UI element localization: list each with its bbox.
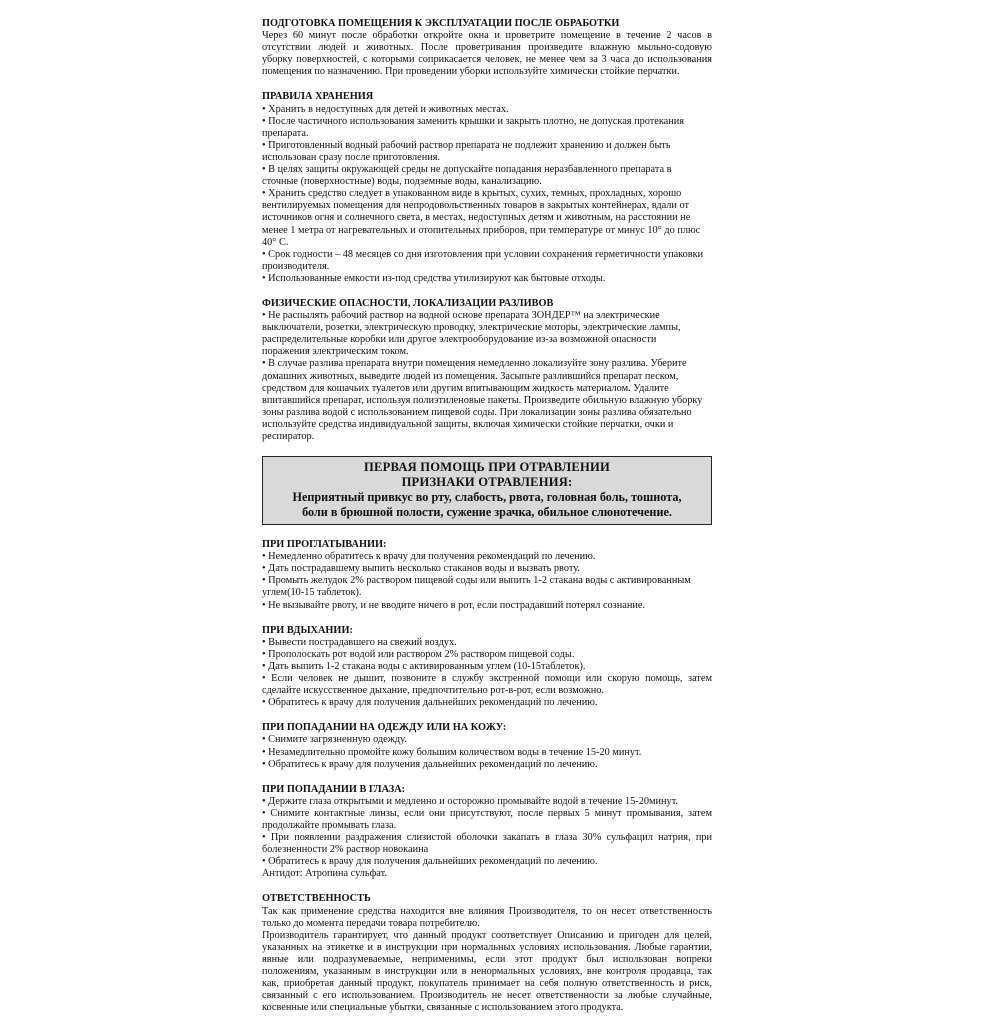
paragraph-line: указанных на этикетке и в инструкции при нормальных условиях использования. Любые гарантии, bbox=[262, 941, 712, 953]
list-line: • Немедленно обратитесь к врачу для получения рекомендаций по лечению. bbox=[262, 551, 596, 563]
list-line: продолжайте промывать глаза. bbox=[262, 819, 397, 831]
list-line: • После частичного использования заменить крышки и закрыть плотно, не допуская протекания bbox=[262, 115, 684, 127]
list-line: • Использованные емкости из-под средства утилизируют как бытовые отходы. bbox=[262, 272, 606, 284]
paragraph-line: косвенные или специальные убытки, связанные с использованием этого продукта. bbox=[262, 1002, 624, 1014]
notice-title: ПЕРВАЯ ПОМОЩЬ ПРИ ОТРАВЛЕНИИ bbox=[364, 460, 610, 475]
list-line: менее 1 метра от нагревательных и отопительных приборов, при температуре от минус 10° до плюс bbox=[262, 224, 701, 236]
list-line: • Если человек не дышит, позвоните в службу экстренной помощи или скорую помощь, затем bbox=[262, 673, 712, 685]
list-line: • Не распылять рабочий раствор на водной основе препарата ЗОНДЕР™ на электрические bbox=[262, 310, 660, 322]
list-line: респиратор. bbox=[262, 431, 315, 442]
section-room-preparation bbox=[262, 18, 712, 78]
list-line: • Хранить средство следует в упакованном виде в крытых, сухих, темных, прохладных, хорошо bbox=[262, 188, 682, 200]
list-line: • Держите глаза открытыми и медленно и осторожно промывайте водой в течение 15-20минут. bbox=[262, 795, 679, 807]
list-line: • Снимите загрязненную одежду. bbox=[262, 734, 407, 746]
section-heading: ОТВЕТСТВЕННОСТЬ bbox=[262, 893, 371, 905]
section-skin-contact bbox=[262, 722, 712, 770]
section-heading: ПРИ ПОПАДАНИИ В ГЛАЗА: bbox=[262, 783, 406, 795]
list-line: средством для кошачьих туалетов или другим впитывающим жидкость материалом. Удалите bbox=[262, 382, 669, 394]
section-heading: ПРИ ВДЫХАНИИ: bbox=[262, 624, 353, 636]
list-line: • Промыть желудок 2% раствором пищевой соды или выпить 1-2 стакана воды с активированным bbox=[262, 575, 691, 587]
notice-subtitle: ПРИЗНАКИ ОТРАВЛЕНИЯ: bbox=[401, 475, 573, 490]
paragraph-line: только до момента передачи товара потребителю. bbox=[262, 917, 480, 929]
list-line: • Обратитесь к врачу для получения дальнейших рекомендаций по лечению. bbox=[262, 856, 598, 868]
list-line: сточные (поверхностные) воды, подземные воды, канализацию. bbox=[262, 176, 542, 188]
list-line: • Вывести пострадавшего на свежий воздух. bbox=[262, 636, 457, 648]
paragraph-line: связанный с его использованием. Производитель не несет ответственности за любые случайные, bbox=[262, 990, 712, 1002]
section-eye-contact bbox=[262, 784, 712, 881]
list-line: поражения электрическим током. bbox=[262, 346, 409, 358]
list-line: зоны разлива водой с использованием пищевой соды. При локализации зоны разлива обязательно bbox=[262, 406, 692, 418]
list-line: • Срок годности – 48 месяцев со дня изготовления при условии сохранения герметичности упаковки bbox=[262, 248, 704, 260]
list-line: • Хранить в недоступных для детей и животных местах. bbox=[262, 103, 509, 115]
instruction-sheet bbox=[262, 18, 712, 1027]
section-heading: ПРИ ПРОГЛАТЫВАНИИ: bbox=[262, 539, 387, 551]
list-line: впитавшийся препарат, используя полиэтиленовые пакеты. Произведите обильную влажную уборку bbox=[262, 394, 703, 406]
list-line: препарата. bbox=[262, 127, 309, 139]
list-line: • Приготовленный водный рабочий раствор препарата не подлежит хранению и должен быть bbox=[262, 139, 671, 151]
list-line: • Прополоскать рот водой или раствором 2% раствором пищевой соды. bbox=[262, 648, 575, 660]
paragraph-line: Через 60 минут после обработки откройте окна и проветрите помещение в течение 2 часов в bbox=[262, 30, 712, 42]
paragraph-line: как, приобретая данный продукт, покупатель принимает на себя полную ответственность и риск, bbox=[262, 978, 712, 990]
first-aid-notice-box bbox=[262, 456, 712, 525]
list-line: производителя. bbox=[262, 260, 330, 272]
paragraph-line: явные или подразумеваемые, неприменимы, если этот продукт был использован вопреки bbox=[262, 953, 712, 965]
list-line: • Незамедлительно промойте кожу большим количеством воды в течение 15-20 минут. bbox=[262, 746, 642, 758]
list-line: • В целях защиты окружающей среды не допускайте попадания неразбавленного препарата в bbox=[262, 164, 672, 176]
list-line: 40° С. bbox=[262, 236, 289, 248]
list-line: • При появлении раздражения слизистой оболочки закапать в глаза 30% сульфацил натрия, при bbox=[262, 832, 712, 844]
list-line: использован сразу после приготовления. bbox=[262, 151, 441, 163]
section-liability bbox=[262, 893, 712, 1014]
section-heading: ПРАВИЛА ХРАНЕНИЯ bbox=[262, 91, 374, 103]
paragraph-line: помещения по назначению. При проведении уборки используйте химически стойкие перчатки. bbox=[262, 66, 680, 78]
section-if-swallowed bbox=[262, 539, 712, 612]
paragraph-line: Так как применение средства находится вне влияния Производителя, то он несет ответственность bbox=[262, 905, 712, 917]
list-line: сделайте искусственное дыхание, предпочтительно рот-в-рот, если возможно. bbox=[262, 685, 604, 697]
section-heading: ПРИ ПОПАДАНИИ НА ОДЕЖДУ ИЛИ НА КОЖУ: bbox=[262, 722, 507, 734]
list-line: распределительные коробки или другое электрооборудование из-за возможной опасности bbox=[262, 334, 657, 346]
antidote-line: Антидот: Атропина сульфат. bbox=[262, 868, 387, 880]
list-line: выключатели, розетки, электрическую проводку, электрические моторы, электрические лампы, bbox=[262, 322, 681, 334]
list-line: болезненности 2% раствор новокаина bbox=[262, 844, 429, 856]
paragraph-line: уборку поверхностей, с которыми соприкасается человек, не менее чем за 3 часа до использования bbox=[262, 54, 712, 66]
list-line: углем(10-15 таблеток). bbox=[262, 587, 362, 599]
section-heading: ФИЗИЧЕСКИЕ ОПАСНОСТИ, ЛОКАЛИЗАЦИИ РАЗЛИВОВ bbox=[262, 297, 554, 309]
paragraph-line: отсутствии людей и животных. После проветривания произведите влажную мыльно-содовую bbox=[262, 42, 712, 54]
notice-symptoms-line: боли в брюшной полости, сужение зрачка, обильное слюнотечение. bbox=[302, 505, 672, 520]
section-storage-rules bbox=[262, 91, 712, 285]
notice-symptoms-line: Неприятный привкус во рту, слабость, рвота, головная боль, тошнота, bbox=[292, 490, 682, 505]
list-line: • Не вызывайте рвоту, и не вводите ничего в рот, если пострадавший потерял сознание. bbox=[262, 599, 645, 611]
list-line: вентилируемых помещения для непродовольственных товаров в закрытых контейнерах, вдали от bbox=[262, 200, 689, 212]
list-line: • Дать пострадавшему выпить несколько стаканов воды и вызвать рвоту. bbox=[262, 563, 580, 575]
section-heading: ПОДГОТОВКА ПОМЕЩЕНИЯ К ЭКСПЛУАТАЦИИ ПОСЛЕ ОБРАБОТКИ bbox=[262, 18, 620, 29]
list-line: домашних животных, выведите людей из помещения. Засыпьте разлившийся препарат песком, bbox=[262, 370, 679, 382]
list-line: • Снимите контактные линзы, если они присутствуют, после первых 5 минут промывания, затем bbox=[262, 807, 712, 819]
list-line: источников огня и солнечного света, в местах, недоступных детям и животным, на расстоянии не bbox=[262, 212, 691, 224]
section-physical-hazards bbox=[262, 298, 712, 443]
list-line: используйте средства индивидуальной защиты, включая химически стойкие перчатки, очки и bbox=[262, 418, 674, 430]
list-line: • Обратитесь к врачу для получения дальнейших рекомендаций по лечению. bbox=[262, 758, 598, 770]
list-line: • Обратитесь к врачу для получения дальнейших рекомендаций по лечению. bbox=[262, 697, 598, 709]
paragraph-line: положениям, указанным в инструкции или в ненормальных условиях, вне контроля продавца, так bbox=[262, 966, 712, 977]
list-line: • В случае разлива препарата внутри помещения немедленно локализуйте зону разлива. Уберите bbox=[262, 358, 687, 370]
list-line: • Дать выпить 1-2 стакана воды с активированным углем (10-15таблеток). bbox=[262, 660, 586, 672]
section-if-inhaled bbox=[262, 625, 712, 710]
paragraph-line: Производитель гарантирует, что данный продукт соответствует Описанию и пригоден для целей, bbox=[262, 929, 712, 941]
